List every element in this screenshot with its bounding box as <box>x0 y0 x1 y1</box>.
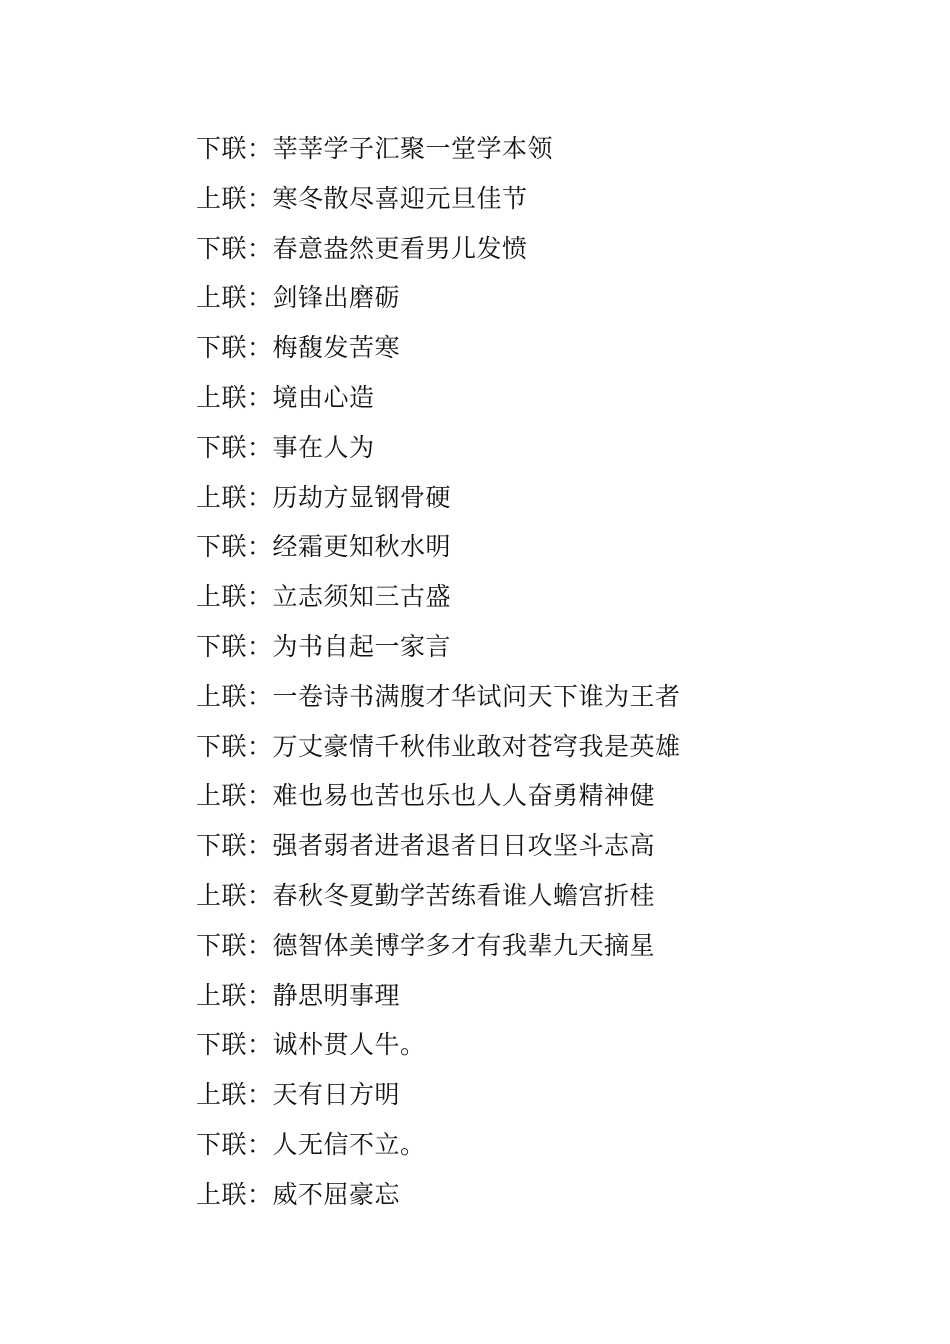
couplet-line: 上联：天有日方明 <box>196 1080 401 1110</box>
couplet-line: 上联：剑锋出磨砺 <box>196 283 401 313</box>
couplet-line: 下联：德智体美博学多才有我辈九天摘星 <box>196 930 656 960</box>
couplet-line: 下联：经霜更知秋水明 <box>196 532 452 562</box>
couplet-line: 下联：莘莘学子汇聚一堂学本领 <box>196 134 554 163</box>
couplet-line: 上联：春秋冬夏勤学苦练看谁人蟾宫折桂 <box>196 880 656 910</box>
couplet-line: 上联：威不屈豪忘 <box>196 1179 401 1209</box>
couplet-line: 下联：万丈豪情千秋伟业敢对苍穹我是英雄 <box>196 731 681 761</box>
couplet-line: 上联：难也易也苦也乐也人人奋勇精神健 <box>196 781 656 811</box>
couplet-line: 上联：一卷诗书满腹才华试问天下谁为王者 <box>196 681 681 711</box>
couplet-line: 上联：境由心造 <box>196 382 375 412</box>
couplet-line: 上联：立志须知三古盛 <box>196 582 452 612</box>
couplet-line: 上联：历劫方显钢骨硬 <box>196 482 452 512</box>
couplet-line: 下联：为书自起一家言 <box>196 631 452 661</box>
couplet-line: 下联：春意盎然更看男儿发愤 <box>196 233 528 263</box>
couplet-line: 下联：事在人为 <box>196 432 375 462</box>
couplet-list <box>196 127 896 1223</box>
couplet-line: 上联：寒冬散尽喜迎元旦佳节 <box>196 183 528 213</box>
couplet-line: 下联：诚朴贯人牛。 <box>196 1030 426 1060</box>
couplet-line: 下联：强者弱者进者退者日日攻坚斗志高 <box>196 831 656 861</box>
couplet-line: 下联：梅馥发苦寒 <box>196 333 401 363</box>
couplet-line: 上联：静思明事理 <box>196 980 401 1010</box>
couplet-line: 下联：人无信不立。 <box>196 1129 426 1159</box>
